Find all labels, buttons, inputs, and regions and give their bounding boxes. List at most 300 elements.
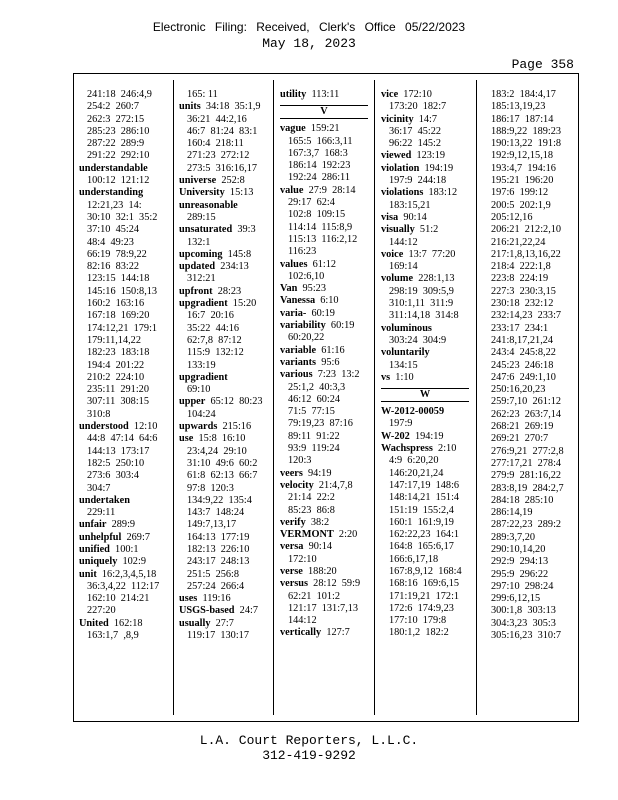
term-refs: 95:23 — [297, 283, 326, 295]
index-term — [280, 123, 368, 135]
term-word: understood — [79, 421, 129, 433]
reference-line: 311:14,18 314:8 — [389, 310, 459, 322]
reference-line: 292:9 294:13 — [491, 556, 549, 568]
term-word: W-202 — [381, 430, 410, 442]
term-word: visually — [381, 224, 415, 236]
reference-line: 286:14,19 — [491, 507, 533, 519]
reference-line: 119:17 130:17 — [187, 630, 249, 642]
reference-line: 300:1,8 303:13 — [491, 605, 556, 617]
term-refs: 100:1 — [109, 543, 139, 555]
reference-line: 190:13,22 191:8 — [491, 138, 562, 150]
term-word: understandable — [79, 162, 148, 174]
index-term — [179, 175, 267, 187]
index-term — [280, 468, 368, 480]
reference-line: 145:16 150:8,13 — [87, 285, 158, 297]
term-refs: 15:20 — [227, 298, 257, 310]
index-column-4 — [381, 89, 469, 640]
reference-line: 61:8 62:13 66:7 — [187, 470, 258, 482]
reference-line: 146:20,21,24 — [389, 467, 444, 479]
index-term — [280, 529, 368, 541]
index-term — [381, 114, 469, 126]
reference-line: 262:3 272:15 — [87, 113, 145, 125]
reference-line: 132:1 — [187, 236, 211, 248]
term-word: unreasonable — [179, 199, 238, 211]
index-term — [381, 273, 469, 285]
reference-line: 173:20 182:7 — [389, 101, 447, 113]
reference-line: 312:21 — [187, 273, 216, 285]
reference-line: 133:19 — [187, 359, 216, 371]
term-word: visa — [381, 211, 399, 223]
term-refs: 39:3 — [232, 224, 256, 236]
index-term — [179, 200, 267, 212]
reference-line: 21:14 22:2 — [288, 492, 335, 504]
index-term — [179, 187, 267, 199]
reference-line: 160:4 218:11 — [187, 138, 244, 150]
reference-line: 96:22 145:2 — [389, 138, 442, 150]
term-word: velocity — [280, 479, 314, 491]
reference-line: 160:2 163:16 — [87, 298, 145, 310]
reference-line: 166:6,17,18 — [389, 553, 439, 565]
term-refs: 183:12 — [423, 187, 458, 199]
term-word: unified — [79, 543, 110, 555]
index-column-1 — [79, 89, 167, 642]
term-word: upper — [179, 396, 206, 408]
index-term — [280, 517, 368, 529]
reference-line: 250:16,20,23 — [491, 384, 546, 396]
reference-line: 44:8 47:14 64:6 — [87, 433, 158, 445]
term-word: vicinity — [381, 113, 414, 125]
term-refs: 21:4,7,8 — [313, 479, 353, 491]
reference-line: 115:9 132:12 — [187, 347, 244, 359]
reference-line: 216:21,22,24 — [491, 236, 546, 248]
reference-line: 235:11 291:20 — [87, 384, 149, 396]
reference-line: 186:14 192:23 — [288, 160, 351, 172]
term-refs: 65:12 80:23 — [205, 396, 263, 408]
reference-line: 259:7,10 261:12 — [491, 396, 562, 408]
term-refs: 234:13 — [215, 261, 249, 273]
reference-line: 218:4 222:1,8 — [491, 261, 551, 273]
term-refs: 215:16 — [217, 421, 252, 433]
reference-line: 143:7 148:24 — [187, 507, 245, 519]
reference-line: 60:20,22 — [288, 332, 325, 344]
reference-line: 192:24 286:11 — [288, 172, 350, 184]
reference-line: 287:22,23 289:2 — [491, 519, 562, 531]
reference-line: 116:23 — [288, 246, 317, 258]
reference-line: 35:22 44:16 — [187, 322, 240, 334]
term-word: vice — [381, 89, 399, 100]
reference-line: 279:9 281:16,22 — [491, 470, 562, 482]
term-word: verse — [280, 565, 303, 577]
term-word: unfair — [79, 519, 107, 531]
reference-line: 29:17 62:4 — [288, 197, 335, 209]
term-word: units — [179, 101, 201, 113]
term-word: variable — [280, 344, 317, 356]
reference-line: 287:22 289:9 — [87, 138, 145, 150]
reference-line: 179:11,14,22 — [87, 334, 141, 346]
index-term — [79, 495, 167, 507]
reference-line: 36:3,4,22 112:17 — [87, 580, 160, 592]
index-term — [280, 259, 368, 271]
reference-line: 48:4 49:23 — [87, 236, 134, 248]
term-word: VERMONT — [280, 529, 334, 541]
index-term — [280, 369, 368, 381]
reference-line: 183:15,21 — [389, 199, 431, 211]
reference-line: 165:5 166:3,11 — [288, 135, 353, 147]
reference-line: 37:10 45:24 — [87, 224, 140, 236]
term-refs: 27:7 — [210, 617, 234, 629]
reference-line: 197:6 199:12 — [491, 187, 549, 199]
reference-line: 89:11 91:22 — [288, 430, 340, 442]
reference-line: 310:1,11 311:9 — [389, 298, 454, 310]
reference-line: 276:9,21 277:2,8 — [491, 445, 564, 457]
reference-line: 174:12,21 179:1 — [87, 322, 158, 334]
reference-line: 233:17 234:1 — [491, 322, 549, 334]
index-term — [280, 89, 368, 101]
index-term — [179, 421, 267, 433]
reference-line: 121:17 131:7,13 — [288, 602, 359, 614]
index-term — [179, 605, 267, 617]
term-word: various — [280, 369, 313, 381]
term-refs: 6:10 — [315, 295, 339, 307]
reference-line: 69:10 — [187, 384, 211, 396]
reference-line: 36:21 44:2,16 — [187, 113, 247, 125]
reference-line: 257:24 266:4 — [187, 580, 245, 592]
reference-line: 172:6 174:9,23 — [389, 602, 454, 614]
reference-line: 269:21 270:7 — [491, 433, 549, 445]
reference-line: 298:19 309:5,9 — [389, 285, 454, 297]
reference-line: 79:19,23 87:16 — [288, 418, 353, 430]
deposition-date: May 18, 2023 — [262, 36, 356, 51]
index-term — [280, 308, 368, 320]
term-word: upgradient — [179, 298, 228, 310]
term-refs: 119:16 — [197, 593, 231, 605]
reference-line: 85:23 86:8 — [288, 504, 335, 516]
index-term — [179, 298, 267, 310]
term-word: uniquely — [79, 556, 118, 568]
reference-line: 194:4 201:22 — [87, 359, 145, 371]
reference-line: 148:14,21 151:4 — [389, 492, 460, 504]
term-refs: 38:2 — [305, 516, 330, 528]
reference-line: 4:9 6:20,20 — [389, 455, 439, 467]
section-letter: V — [280, 105, 368, 119]
index-term — [381, 249, 469, 261]
index-term — [381, 224, 469, 236]
reference-line: 165: 11 — [187, 89, 218, 100]
reference-line: 93:9 119:24 — [288, 443, 340, 455]
term-word: versa — [280, 541, 304, 553]
term-word: veers — [280, 467, 303, 479]
column-divider — [374, 80, 375, 715]
term-word: unhelpful — [79, 531, 122, 543]
term-word: voice — [381, 248, 404, 260]
reference-line: 268:21 269:19 — [491, 421, 554, 433]
reference-line: 144:12 — [288, 615, 317, 627]
reference-line: 16:7 20:16 — [187, 310, 234, 322]
column-divider — [476, 80, 477, 715]
term-word: unit — [79, 568, 97, 580]
reference-line: 31:10 49:6 60:2 — [187, 457, 258, 469]
reference-line: 247:6 249:1,10 — [491, 371, 556, 383]
reference-line: 230:18 232:12 — [491, 298, 554, 310]
term-refs: 145:8 — [222, 248, 252, 260]
term-word: University — [179, 187, 225, 199]
reference-line: 162:22,23 164:1 — [389, 529, 460, 541]
term-word: Wachspress — [381, 443, 433, 455]
term-refs: 94:19 — [302, 467, 332, 479]
reference-line: 223:8 224:19 — [491, 273, 549, 285]
term-refs: 15:13 — [224, 187, 254, 199]
term-refs: 113:11 — [306, 89, 340, 100]
reference-line: 23:4,24 29:10 — [187, 445, 247, 457]
index-term — [280, 541, 368, 553]
index-term — [381, 323, 469, 335]
reference-line: 295:9 296:22 — [491, 568, 549, 580]
index-term — [280, 480, 368, 492]
term-refs: 61:12 — [307, 258, 337, 270]
term-word: use — [179, 433, 194, 445]
term-refs: 269:7 — [121, 531, 150, 543]
index-term — [381, 431, 469, 443]
index-term — [280, 345, 368, 357]
index-column-2 — [179, 89, 267, 642]
term-refs: 127:7 — [321, 627, 350, 639]
reference-line: 262:23 263:7,14 — [491, 408, 562, 420]
term-refs: 162:18 — [108, 617, 143, 629]
index-term — [179, 249, 267, 261]
reference-line: 289:15 — [187, 211, 216, 223]
reference-line: 210:2 224:10 — [87, 371, 145, 383]
index-term — [381, 163, 469, 175]
reference-line: 227:3 230:3,15 — [491, 285, 556, 297]
reference-line: 304:7 — [87, 482, 111, 494]
reference-line: 160:1 161:9,19 — [389, 516, 454, 528]
term-refs: 2:10 — [432, 443, 457, 455]
reference-line: 304:3,23 305:3 — [491, 617, 556, 629]
term-refs: 252:8 — [216, 175, 245, 187]
term-refs: 289:9 — [106, 519, 136, 531]
reference-line: 177:10 179:8 — [389, 615, 447, 627]
term-word: volume — [381, 273, 414, 285]
index-term — [381, 150, 469, 162]
index-column-5 — [483, 89, 571, 642]
index-term — [179, 593, 267, 605]
term-word: varia- — [280, 307, 307, 319]
index-term — [179, 101, 267, 113]
reference-line: 305:16,23 310:7 — [491, 630, 562, 642]
word-index-frame — [73, 73, 579, 722]
term-refs: 51:2 — [414, 224, 439, 236]
term-word: viewed — [381, 150, 412, 162]
index-term — [179, 433, 267, 445]
reference-line: 241:8,17,21,24 — [491, 334, 554, 346]
term-refs: 34:18 35:1,9 — [200, 101, 261, 113]
term-refs: 7:23 13:2 — [312, 369, 360, 381]
index-term — [79, 618, 167, 630]
term-refs: 95:6 — [316, 356, 340, 368]
term-word: upcoming — [179, 248, 223, 260]
index-column-3 — [280, 89, 368, 640]
term-word: uses — [179, 593, 198, 605]
term-word: universe — [179, 175, 217, 187]
term-word: vague — [280, 123, 306, 135]
term-word: violations — [381, 187, 424, 199]
term-refs: 28:12 59:9 — [308, 578, 361, 590]
index-term — [79, 519, 167, 531]
reference-line: 167:18 169:20 — [87, 310, 150, 322]
index-term — [381, 187, 469, 199]
index-term — [179, 618, 267, 630]
reference-line: 120:3 — [288, 455, 312, 467]
reference-line: 147:17,19 148:6 — [389, 479, 460, 491]
reference-line: 185:13,19,23 — [491, 101, 546, 113]
index-term — [79, 556, 167, 568]
reference-line: 71:5 77:15 — [288, 406, 335, 418]
reference-line: 283:8,19 284:2,7 — [491, 482, 564, 494]
reference-line: 102:6,10 — [288, 270, 325, 282]
term-word: values — [280, 258, 308, 270]
index-term — [381, 443, 469, 455]
reference-line: 307:11 308:15 — [87, 396, 149, 408]
term-word: vs — [381, 371, 391, 383]
reference-line: 169:14 — [389, 261, 418, 273]
reference-line: 46:12 60:24 — [288, 393, 341, 405]
term-refs: 159:21 — [305, 123, 340, 135]
index-term — [280, 627, 368, 639]
reporter-company: L.A. Court Reporters, L.L.C. — [199, 733, 419, 748]
term-refs: 194:19 — [409, 430, 444, 442]
index-term — [280, 320, 368, 332]
term-refs: 194:19 — [419, 162, 454, 174]
index-term — [179, 261, 267, 273]
term-word: undertaken — [79, 494, 130, 506]
index-term — [381, 406, 469, 418]
reference-line: 200:5 202:1,9 — [491, 199, 551, 211]
term-refs: 90:14 — [398, 211, 427, 223]
term-refs: 60:19 — [325, 320, 355, 332]
reference-line: 149:7,13,17 — [187, 519, 237, 531]
index-term — [179, 286, 267, 298]
term-refs: 14:7 — [413, 113, 438, 125]
reference-line: 115:13 116:2,12 — [288, 233, 358, 245]
term-refs: 12:10 — [128, 421, 158, 433]
reference-line: 123:15 144:18 — [87, 273, 150, 285]
index-term — [79, 569, 167, 581]
term-refs: 102:9 — [117, 556, 146, 568]
term-word: versus — [280, 578, 309, 590]
reference-line: 310:8 — [87, 408, 111, 420]
reference-line: 241:18 246:4,9 — [87, 89, 152, 100]
reference-line: 290:10,14,20 — [491, 543, 546, 555]
reference-line: 164:8 165:6,17 — [389, 541, 454, 553]
index-term — [179, 372, 267, 384]
index-term — [280, 283, 368, 295]
reference-line: 182:13 226:10 — [187, 543, 250, 555]
reference-line: 182:5 250:10 — [87, 457, 145, 469]
term-refs: 27:9 28:14 — [303, 184, 356, 196]
reference-line: 104:24 — [187, 408, 216, 420]
reference-line: 254:2 260:7 — [87, 101, 140, 113]
reference-line: 197:9 244:18 — [389, 175, 447, 187]
term-word: value — [280, 184, 304, 196]
filing-stamp: Electronic Filing: Received, Clerk's Office 05/22/2023 — [152, 20, 466, 34]
index-term — [79, 532, 167, 544]
reference-line: 102:8 109:15 — [288, 209, 346, 221]
term-refs: 28:23 — [212, 285, 242, 297]
term-word: USGS-based — [179, 605, 235, 617]
term-word: vertically — [280, 627, 322, 639]
reference-line: 100:12 121:12 — [87, 175, 150, 187]
term-word: variability — [280, 320, 326, 332]
term-word: United — [79, 617, 109, 629]
reference-line: 97:8 120:3 — [187, 482, 234, 494]
reference-line: 151:19 155:2,4 — [389, 504, 454, 516]
reference-line: 186:17 187:14 — [491, 113, 554, 125]
index-term — [381, 212, 469, 224]
reference-line: 285:23 286:10 — [87, 125, 150, 137]
column-divider — [273, 80, 274, 715]
reference-line: 168:16 169:6,15 — [389, 578, 460, 590]
reference-line: 171:19,21 172:1 — [389, 590, 460, 602]
page-number: Page 358 — [511, 57, 574, 72]
reference-line: 217:1,8,13,16,22 — [491, 248, 561, 260]
term-word: usually — [179, 617, 211, 629]
term-refs: 24:7 — [234, 605, 258, 617]
reference-line: 164:13 177:19 — [187, 531, 250, 543]
term-refs: 123:19 — [411, 150, 446, 162]
term-refs: 15:8 16:10 — [193, 433, 246, 445]
term-refs: 13:7 77:20 — [403, 248, 456, 260]
term-word: understanding — [79, 187, 144, 199]
term-word: updated — [179, 261, 216, 273]
reference-line: 167:3,7 168:3 — [288, 147, 348, 159]
reference-line: 46:7 81:24 83:1 — [187, 125, 258, 137]
reference-line: 36:17 45:22 — [389, 125, 442, 137]
reference-line: 162:10 214:21 — [87, 593, 150, 605]
reference-line: 134:9,22 135:4 — [187, 494, 252, 506]
reference-line: 206:21 212:2,10 — [491, 224, 562, 236]
index-term — [79, 544, 167, 556]
reference-line: 144:13 173:17 — [87, 445, 150, 457]
term-refs: 1:10 — [390, 371, 414, 383]
reference-line: 182:23 183:18 — [87, 347, 150, 359]
index-term — [79, 163, 167, 175]
reference-line: 30:10 32:1 35:2 — [87, 211, 158, 223]
index-term — [280, 295, 368, 307]
reference-line: 205:12,16 — [491, 211, 533, 223]
reference-line: 251:5 256:8 — [187, 568, 240, 580]
index-term — [179, 224, 267, 236]
reference-line: 188:9,22 189:23 — [491, 125, 562, 137]
reference-line: 114:14 115:8,9 — [288, 221, 353, 233]
reference-line: 25:1,2 40:3,3 — [288, 381, 346, 393]
term-refs: 2:20 — [333, 529, 358, 541]
reference-line: 271:23 272:12 — [187, 150, 250, 162]
reference-line: 273:5 316:16,17 — [187, 162, 258, 174]
reference-line: 243:17 248:13 — [187, 556, 250, 568]
term-word: variants — [280, 356, 317, 368]
term-refs: 60:19 — [306, 307, 335, 319]
section-letter: W — [381, 388, 469, 402]
reporter-phone: 312-419-9292 — [262, 748, 356, 763]
reference-line: 303:24 304:9 — [389, 334, 447, 346]
reference-line: 195:21 196:20 — [491, 175, 554, 187]
reference-line: 232:14,23 233:7 — [491, 310, 562, 322]
reference-line: 163:1,7 ,8,9 — [87, 630, 139, 642]
term-word: upfront — [179, 285, 213, 297]
reference-line: 229:11 — [87, 507, 116, 519]
term-word: verify — [280, 516, 306, 528]
index-term — [280, 357, 368, 369]
